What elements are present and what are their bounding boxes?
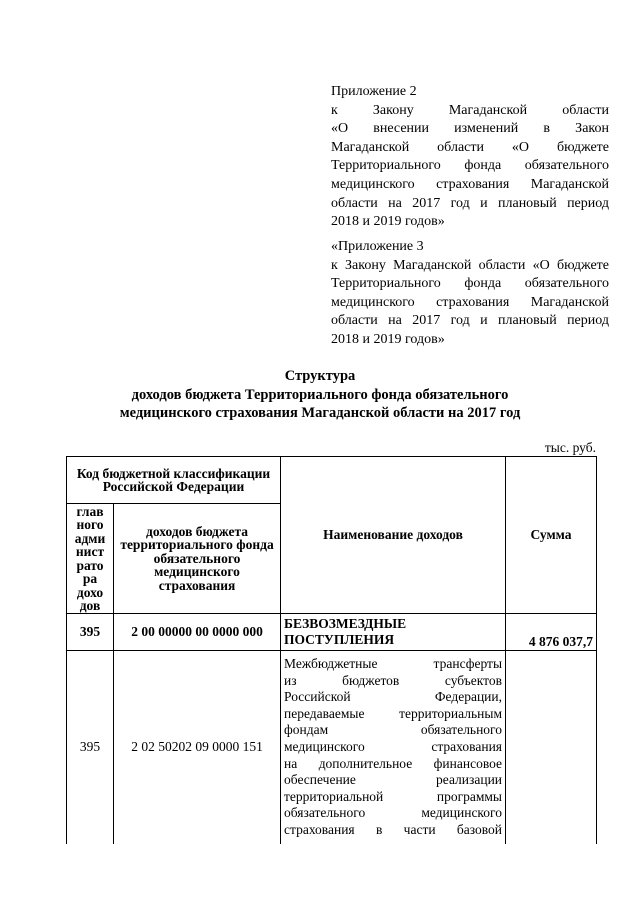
row-income-code: 2 02 50202 09 0000 151 <box>114 651 281 844</box>
header-income-code: доходов бюджета территориального фонда обязательного медицинского страхования <box>114 504 281 614</box>
annex-line: области на 2017 год и плановый период <box>331 313 609 329</box>
annex-line: медицинского страхования Магаданской <box>331 176 609 192</box>
table-row <box>67 614 597 651</box>
table-header-row <box>67 457 597 504</box>
document-title-line: медицинского страхования Магаданской области на 2017 год <box>119 405 521 422</box>
row-admin-code: 395 <box>67 651 114 844</box>
annex-title: «Приложение 3 <box>331 239 424 254</box>
row-admin-code: 395 <box>67 614 114 651</box>
annex-line: Территориального фонда обязательного <box>331 276 609 292</box>
revenue-table <box>66 456 597 844</box>
table-row <box>67 651 597 844</box>
document-title-line: доходов бюджета Территориального фонда обязательного <box>131 386 509 403</box>
annex-line: к Закону Магаданской области <box>331 102 609 118</box>
header-sum: Сумма <box>506 457 597 614</box>
row-income-code: 2 00 00000 00 0000 000 <box>114 614 281 651</box>
row-income-name: БЕЗВОЗМЕЗДНЫЕ ПОСТУПЛЕНИЯ <box>281 614 506 651</box>
annex-2-reference <box>331 83 609 232</box>
annex-line: 2018 и 2019 годов» <box>331 214 445 230</box>
document-title <box>0 367 640 423</box>
annex-line: медицинского страхования Магаданской <box>331 294 609 310</box>
annex-line: 2018 и 2019 годов» <box>331 331 445 347</box>
header-classification: Код бюджетной классификации Российской Федерации <box>67 457 281 504</box>
row-sum <box>506 651 597 844</box>
annex-line: «О внесении изменений в Закон <box>331 121 609 137</box>
unit-label: тыс. руб. <box>544 440 596 455</box>
header-admin-code: глав ного адми нист рато ра дохо дов <box>67 504 114 614</box>
annex-line: Территориального фонда обязательного <box>331 158 609 174</box>
annex-line: области на 2017 год и плановый период <box>331 195 609 211</box>
row-sum: 4 876 037,7 <box>506 614 597 651</box>
annex-line: к Закону Магаданской области «О бюджете <box>331 257 609 273</box>
header-income-name: Наименование доходов <box>281 457 506 614</box>
row-income-name: Межбюджетные трансферты из бюджетов субъектов Российской Федерации, передаваемые территориальным фондам обязательного медицинского страхования на дополнительное финансовое обеспечение реализации территориальной программы обязательного медицинского страхования в части базовой <box>281 651 506 844</box>
document-title-line: Структура <box>284 368 356 384</box>
annex-3-reference <box>331 238 609 350</box>
annex-title: Приложение 2 <box>331 84 417 99</box>
annex-line: Магаданской области «О бюджете <box>331 139 609 155</box>
